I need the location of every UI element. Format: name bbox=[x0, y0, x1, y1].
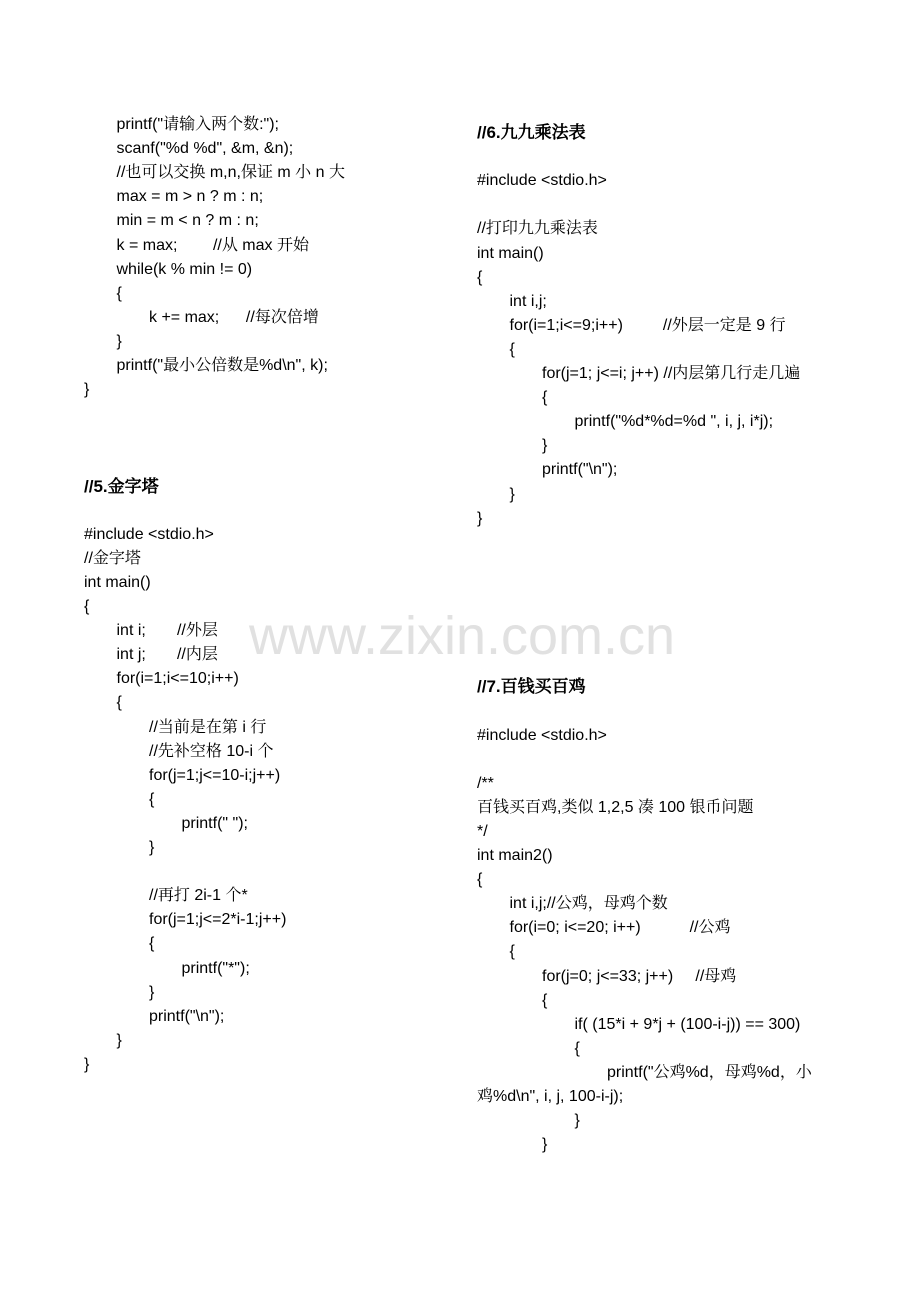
code-line: k = max; //从 max 开始 bbox=[116, 236, 309, 254]
code-line: min = m < n ? m : n; bbox=[116, 212, 259, 230]
code-line: } bbox=[542, 437, 548, 455]
code-line: //打印九九乘法表 bbox=[477, 220, 598, 238]
code-line: } bbox=[574, 1112, 580, 1130]
code-line: //先补空格 10-i 个 bbox=[149, 742, 274, 760]
code-line: printf("最小公倍数是%d\n", k); bbox=[116, 357, 328, 374]
code-line: } bbox=[477, 509, 483, 527]
code-line: { bbox=[477, 268, 483, 286]
code-line: int i,j; bbox=[509, 292, 547, 310]
code-line: //也可以交换 m,n,保证 m 小 n 大 bbox=[116, 164, 345, 182]
code-line: { bbox=[509, 340, 515, 358]
code-line: k += max; //每次倍增 bbox=[149, 308, 319, 326]
code-line: //当前是在第 i 行 bbox=[149, 718, 267, 736]
code-line: int main() bbox=[477, 244, 544, 262]
code-line: #include <stdio.h> bbox=[477, 172, 607, 190]
code-line: for(i=0; i<=20; i++) //公鸡 bbox=[509, 919, 731, 937]
code-line: scanf("%d %d", &m, &n); bbox=[116, 140, 294, 158]
code-line: #include <stdio.h> bbox=[477, 726, 607, 744]
code-line: } bbox=[149, 983, 155, 1001]
section-heading: //5.金字塔 bbox=[84, 476, 159, 496]
code-line: } bbox=[116, 1031, 122, 1049]
code-line: //金字塔 bbox=[84, 549, 141, 567]
code-line: for(j=1; j<=i; j++) //内层第几行走几遍 bbox=[542, 365, 801, 382]
code-line: } bbox=[84, 381, 90, 399]
code-line: max = m > n ? m : n; bbox=[116, 188, 264, 206]
code-line: } bbox=[542, 1136, 548, 1154]
code-line: //再打 2i-1 个* bbox=[149, 887, 248, 905]
code-line: 百钱买百鸡,类似 1,2,5 凑 100 银币问题 bbox=[477, 798, 754, 816]
code-line: int i; //外层 bbox=[116, 622, 218, 640]
code-line: } bbox=[84, 1055, 90, 1073]
code-line: if( (15*i + 9*j + (100-i-j)) == 300) bbox=[574, 1015, 801, 1033]
code-line: { bbox=[116, 284, 122, 302]
section-heading: //6.九九乘法表 bbox=[477, 123, 586, 142]
code-line: printf(" "); bbox=[181, 814, 248, 832]
code-line: printf("*"); bbox=[181, 959, 250, 977]
code-line: for(i=1;i<=10;i++) bbox=[116, 670, 239, 688]
code-line: while(k % min != 0) bbox=[116, 260, 253, 278]
code-line: for(i=1;i<=9;i++) //外层一定是 9 行 bbox=[509, 316, 786, 334]
code-line: for(j=1;j<=2*i-1;j++) bbox=[149, 911, 287, 929]
code-line: for(j=1;j<=10-i;j++) bbox=[149, 766, 281, 784]
code-line: printf("\n"); bbox=[149, 1007, 225, 1025]
code-line: for(j=0; j<=33; j++) //母鸡 bbox=[542, 967, 737, 985]
code-line: #include <stdio.h> bbox=[84, 525, 214, 543]
code-line: int main() bbox=[84, 573, 151, 591]
code-line: int main2() bbox=[477, 847, 553, 864]
code-line: } bbox=[116, 332, 122, 350]
code-line: printf("%d*%d=%d ", i, j, i*j); bbox=[574, 413, 774, 431]
section-heading: //7.百钱买百鸡 bbox=[477, 677, 586, 697]
watermark: www.zixin.com.cn bbox=[248, 606, 676, 666]
code-line: 鸡%d\n", i, j, 100-i-j); bbox=[477, 1088, 624, 1105]
code-line: { bbox=[542, 389, 548, 407]
code-line: { bbox=[574, 1039, 580, 1057]
code-line: printf("请输入两个数:"); bbox=[116, 116, 279, 133]
code-line: { bbox=[509, 943, 515, 961]
code-line: { bbox=[477, 871, 483, 889]
code-line: int j; //内层 bbox=[116, 646, 218, 664]
code-line: { bbox=[149, 790, 155, 808]
code-line: printf("\n"); bbox=[542, 461, 618, 479]
code-line: */ bbox=[477, 822, 488, 840]
code-line: { bbox=[542, 991, 548, 1009]
code-line: { bbox=[116, 694, 122, 712]
code-line: /** bbox=[477, 774, 494, 792]
code-line: { bbox=[149, 935, 155, 953]
code-line: int i,j;//公鸡，母鸡个数 bbox=[509, 895, 668, 913]
code-line: } bbox=[509, 485, 515, 503]
code-line: printf("公鸡%d，母鸡%d，小 bbox=[607, 1063, 812, 1081]
code-line: { bbox=[84, 598, 90, 615]
code-line: } bbox=[149, 839, 155, 856]
